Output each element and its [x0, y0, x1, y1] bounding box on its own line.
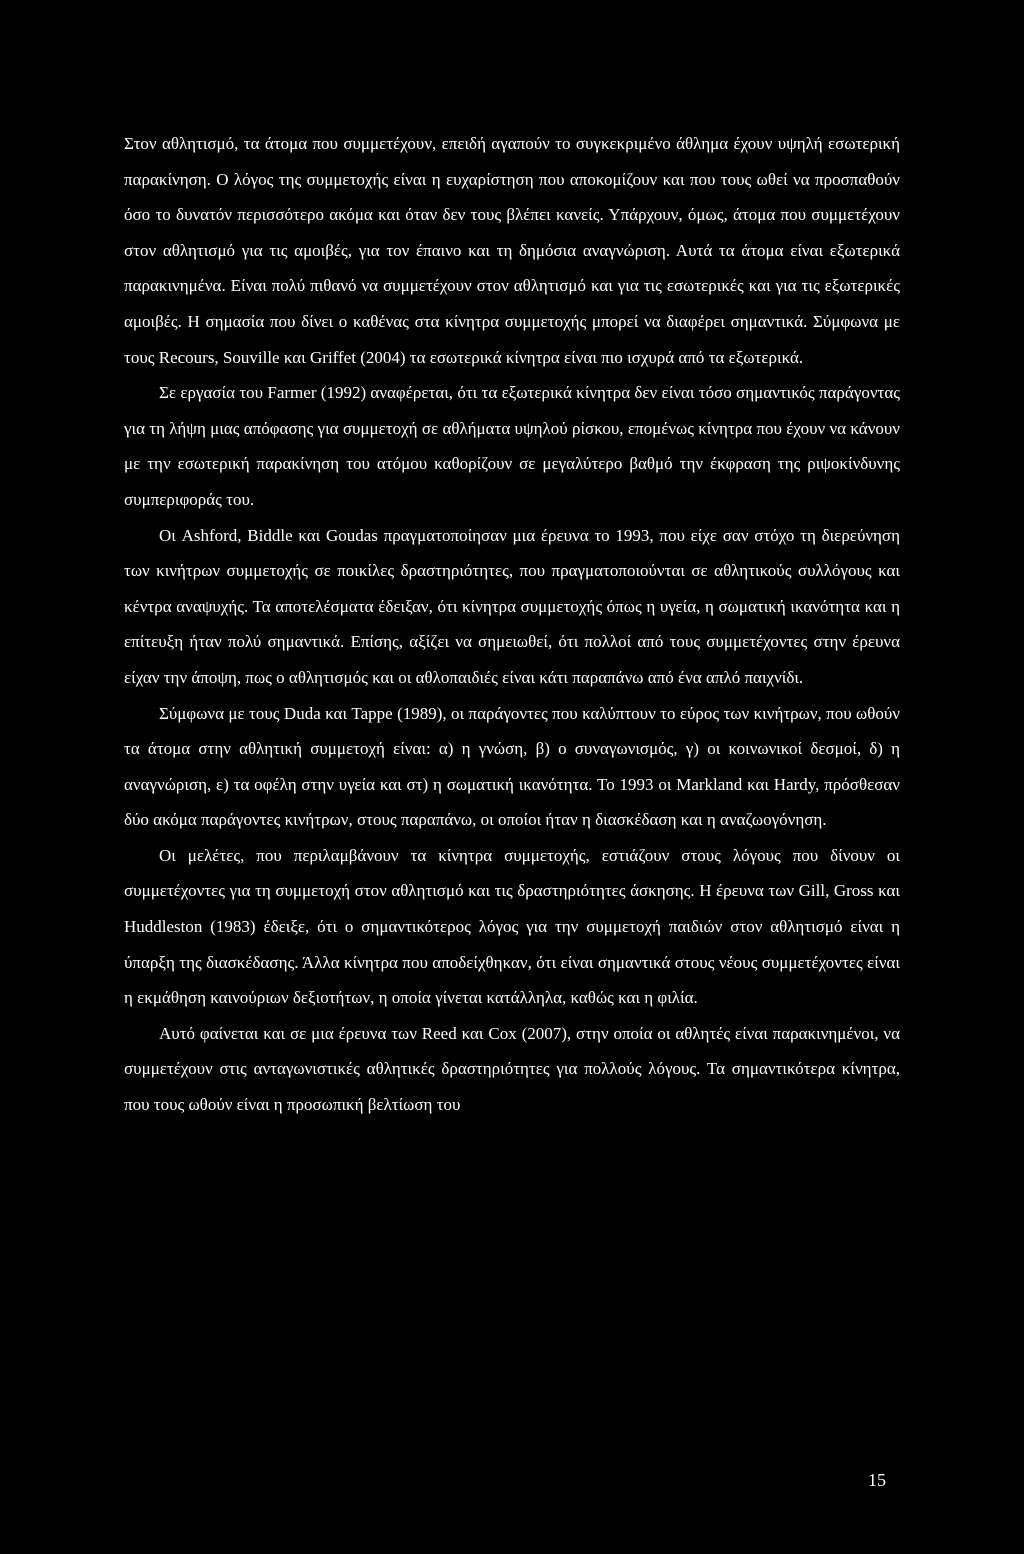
body-text [124, 126, 900, 1123]
paragraph: Αυτό φαίνεται και σε μια έρευνα των Reed και Cox (2007), στην οποία οι αθλητές είναι παρακινημένοι, να συμμετέχουν στις ανταγωνιστικές αθλητικές δραστηριότητες για πολλούς λόγους. Τα σημαντικότερα κίνητρα, που τους ωθούν είναι η προσωπική βελτίωση του [124, 1023, 900, 1115]
page-number: 15 [868, 1470, 886, 1490]
paragraph: Σύμφωνα με τους Duda και Tappe (1989), οι παράγοντες που καλύπτουν το εύρος των κινήτρων, που ωθούν τα άτομα στην αθλητική συμμετοχή είναι: α) η γνώση, β) ο συναγωνισμός, γ) οι κοινωνικοί δεσμοί, δ) η αναγνώριση, ε) τα οφέλη στην υγεία και στ) η σωματική ικανότητα. Το 1993 οι Markland και Hardy, πρόσθεσαν δύο ακόμα παράγοντες κινήτρων, στους παραπάνω, οι οποίοι ήταν η διασκέδαση και η αναζωογόνηση. [124, 703, 900, 830]
paragraph: Οι μελέτες, που περιλαμβάνουν τα κίνητρα συμμετοχής, εστιάζουν στους λόγους που δίνουν οι συμμετέχοντες για τη συμμετοχή στον αθλητισμό και τις δραστηριότητες άσκησης. Η έρευνα των Gill, Gross και Huddleston (1983) έδειξε, ότι ο σημαντικότερος λόγος για την συμμετοχή παιδιών στον αθλητισμό είναι η ύπαρξη της διασκέδασης. Άλλα κίνητρα που αποδείχθηκαν, ότι είναι σημαντικά στους νέους συμμετέχοντες είναι η εκμάθηση καινούριων δεξιοτήτων, η οποία γίνεται κατάλληλα, καθώς και η φιλία. [124, 845, 900, 1008]
paragraph: Στον αθλητισμό, τα άτομα που συμμετέχουν, επειδή αγαπούν το συγκεκριμένο άθλημα έχουν υψηλή εσωτερική παρακίνηση. Ο λόγος της συμμετοχής είναι η ευχαρίστηση που αποκομίζουν και που τους ωθεί να προσπαθούν όσο το δυνατόν περισσότερο ακόμα και όταν δεν τους βλέπει κανείς. Υπάρχουν, όμως, άτομα που συμμετέχουν στον αθλητισμό για τις αμοιβές, για τον έπαινο και τη δημόσια αναγνώριση. Αυτά τα άτομα είναι εξωτερικά παρακινημένα. Είναι πολύ πιθανό να συμμετέχουν στον αθλητισμό και για τις εσωτερικές και για τις εξωτερικές αμοιβές. Η σημασία που δίνει ο καθένας στα κίνητρα συμμετοχής μπορεί να διαφέρει σημαντικά. Σύμφωνα με τους Recours, Souville και Griffet (2004) τα εσωτερικά κίνητρα είναι πιο ισχυρά από τα εξωτερικά. [124, 134, 900, 367]
paragraph: Οι Ashford, Biddle και Goudas πραγματοποίησαν μια έρευνα το 1993, που είχε σαν στόχο τη διερεύνηση των κινήτρων συμμετοχής σε ποικίλες δραστηριότητες, που πραγματοποιούνται σε αθλητικούς συλλόγους και κέντρα αναψυχής. Τα αποτελέσματα έδειξαν, ότι κίνητρα συμμετοχής όπως η υγεία, η σωματική ικανότητα και η επίτευξη ήταν πολύ σημαντικά. Επίσης, αξίζει να σημειωθεί, ότι πολλοί από τους συμμετέχοντες στην έρευνα είχαν την άποψη, πως ο αθλητισμός και οι αθλοπαιδιές είναι κάτι παραπάνω από ένα απλό παιχνίδι. [124, 525, 900, 687]
paragraph: Σε εργασία του Farmer (1992) αναφέρεται, ότι τα εξωτερικά κίνητρα δεν είναι τόσο σημαντικός παράγοντας για τη λήψη μιας απόφασης για συμμετοχή σε αθλήματα υψηλού ρίσκου, επομένως κίνητρα που έχουν να κάνουν με την εσωτερική παρακίνηση του ατόμου καθορίζουν σε μεγαλύτερο βαθμό την έκφραση της ριψοκίνδυνης συμπεριφοράς του. [124, 383, 900, 509]
